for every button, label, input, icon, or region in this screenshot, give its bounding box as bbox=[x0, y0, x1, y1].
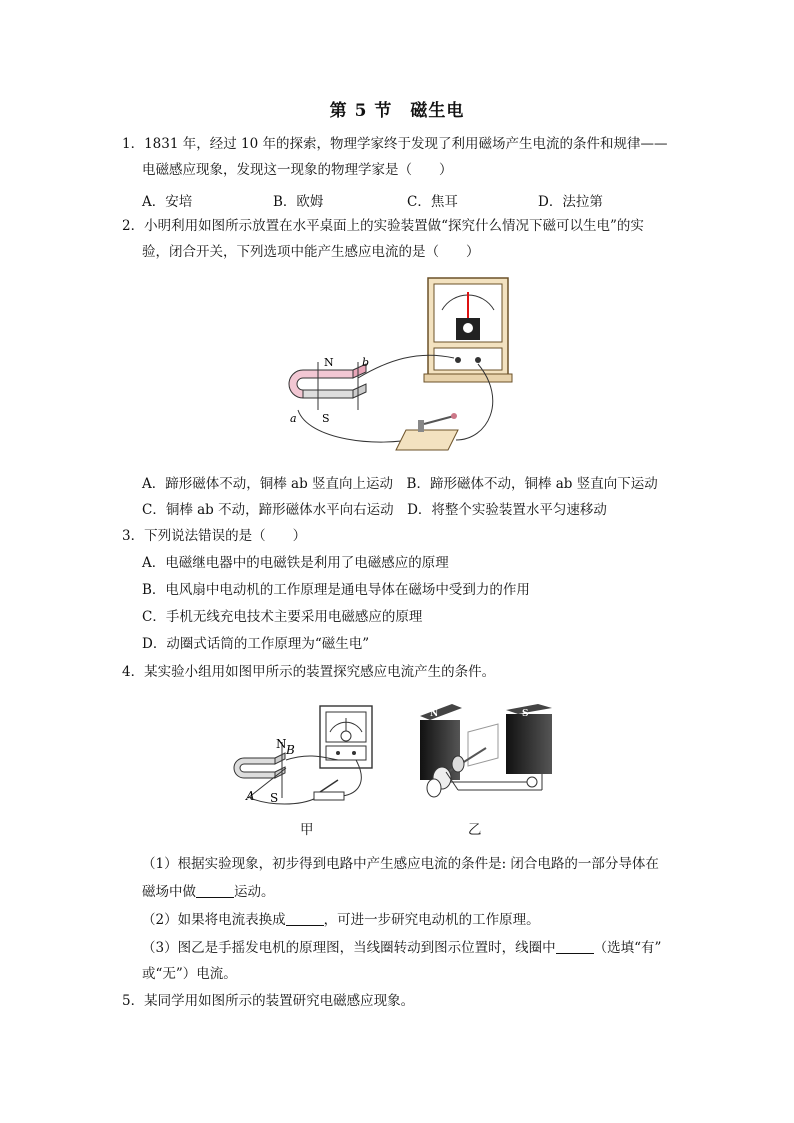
q2-label-a: a bbox=[290, 412, 297, 425]
q4-sub2-blank[interactable] bbox=[286, 911, 324, 926]
q3-option-b: B．电风扇中电动机的工作原理是通电导体在磁场中受到力的作用 bbox=[142, 582, 530, 598]
q4-sub1-blank[interactable] bbox=[196, 883, 234, 898]
q3-stem: 3．下列说法错误的是（ ） bbox=[122, 528, 307, 544]
q3-option-a: A．电磁继电器中的电磁铁是利用了电磁感应的原理 bbox=[142, 555, 449, 571]
galvanometer-icon bbox=[424, 278, 512, 382]
q2-options-row2: C．铜棒 ab 不动，蹄形磁体水平向右运动 D．将整个实验装置水平匀速移动 bbox=[142, 502, 607, 518]
q2-figure bbox=[278, 270, 518, 470]
q4-sub3-line2: 或“无”）电流。 bbox=[142, 966, 237, 982]
figure-caption-jia: 甲 bbox=[300, 822, 314, 838]
q1-option-b: B．欧姆 bbox=[273, 194, 324, 210]
q3-option-d: D．动圈式话筒的工作原理为“磁生电” bbox=[142, 636, 370, 652]
q2-label-n: N bbox=[324, 356, 334, 369]
q2-options-row1: A．蹄形磁体不动，铜棒 ab 竖直向上运动 B．蹄形磁体不动，铜棒 ab 竖直向下运动 bbox=[142, 476, 658, 492]
q4-sub3-text-after: （选填“有” bbox=[593, 940, 662, 956]
q4-sub3-text-before: （3）图乙是手摇发电机的原理图，当线圈转动到图示位置时，线圈中 bbox=[142, 940, 556, 956]
q5-stem: 5．某同学用如图所示的装置研究电磁感应现象。 bbox=[122, 993, 415, 1009]
q4-sub2-text-after: ，可进一步研究电动机的工作原理。 bbox=[323, 912, 540, 928]
q4-sub2-text-before: （2）如果将电流表换成 bbox=[142, 912, 286, 928]
q4-figure-jia bbox=[230, 702, 385, 810]
q1-stem-line1: 1．1831 年，经过 10 年的探索，物理学家终于发现了利用磁场产生电流的条件和规律—— bbox=[122, 136, 668, 152]
figure-caption-yi: 乙 bbox=[468, 822, 482, 838]
q4-sub3-blank[interactable] bbox=[556, 939, 594, 954]
galvanometer-icon bbox=[320, 706, 372, 768]
switch-icon bbox=[396, 413, 458, 450]
q4-yi-label-s: S bbox=[522, 709, 529, 719]
q4-sub1-line1: （1）根据实验现象，初步得到电路中产生感应电流的条件是: 闭合电路的一部分导体在 bbox=[142, 856, 659, 872]
q4-sub1-text-after: 运动。 bbox=[234, 884, 275, 900]
q2-stem-line2: 验，闭合开关，下列选项中能产生感应电流的是（ ） bbox=[142, 244, 480, 260]
q4-sub3-line1 bbox=[142, 938, 661, 958]
page-title: 第 5 节 磁生电 bbox=[329, 101, 465, 121]
q4-label-a: A bbox=[246, 789, 255, 803]
switch-icon bbox=[314, 780, 344, 800]
q4-label-s: S bbox=[270, 791, 279, 805]
horseshoe-magnet-icon bbox=[289, 364, 366, 398]
q4-label-b: B bbox=[286, 743, 295, 757]
q2-label-s: S bbox=[322, 412, 330, 425]
q4-sub1-text-before: 磁场中做 bbox=[142, 884, 196, 900]
q4-sub1-line2 bbox=[142, 882, 275, 902]
q1-stem-line2: 电磁感应现象，发现这一现象的物理学家是（ ） bbox=[142, 162, 453, 178]
q4-label-n: N bbox=[276, 737, 287, 751]
q1-option-c: C．焦耳 bbox=[407, 194, 458, 210]
q4-sub2-line bbox=[142, 910, 540, 930]
q4-yi-label-n: N bbox=[430, 709, 439, 719]
q1-option-a: A．安培 bbox=[142, 194, 193, 210]
q1-option-d: D．法拉第 bbox=[538, 194, 603, 210]
q2-stem-line1: 2．小明利用如图所示放置在水平桌面上的实验装置做“探究什么情况下磁可以生电”的实 bbox=[122, 218, 644, 234]
magnet-south-pole-icon bbox=[506, 704, 552, 774]
q4-figure-yi bbox=[418, 702, 554, 807]
q2-label-b: b bbox=[362, 356, 370, 369]
q3-option-c: C．手机无线充电技术主要采用电磁感应的原理 bbox=[142, 609, 423, 625]
q4-stem: 4．某实验小组用如图甲所示的装置探究感应电流产生的条件。 bbox=[122, 664, 496, 680]
bulb-icon bbox=[527, 777, 537, 787]
